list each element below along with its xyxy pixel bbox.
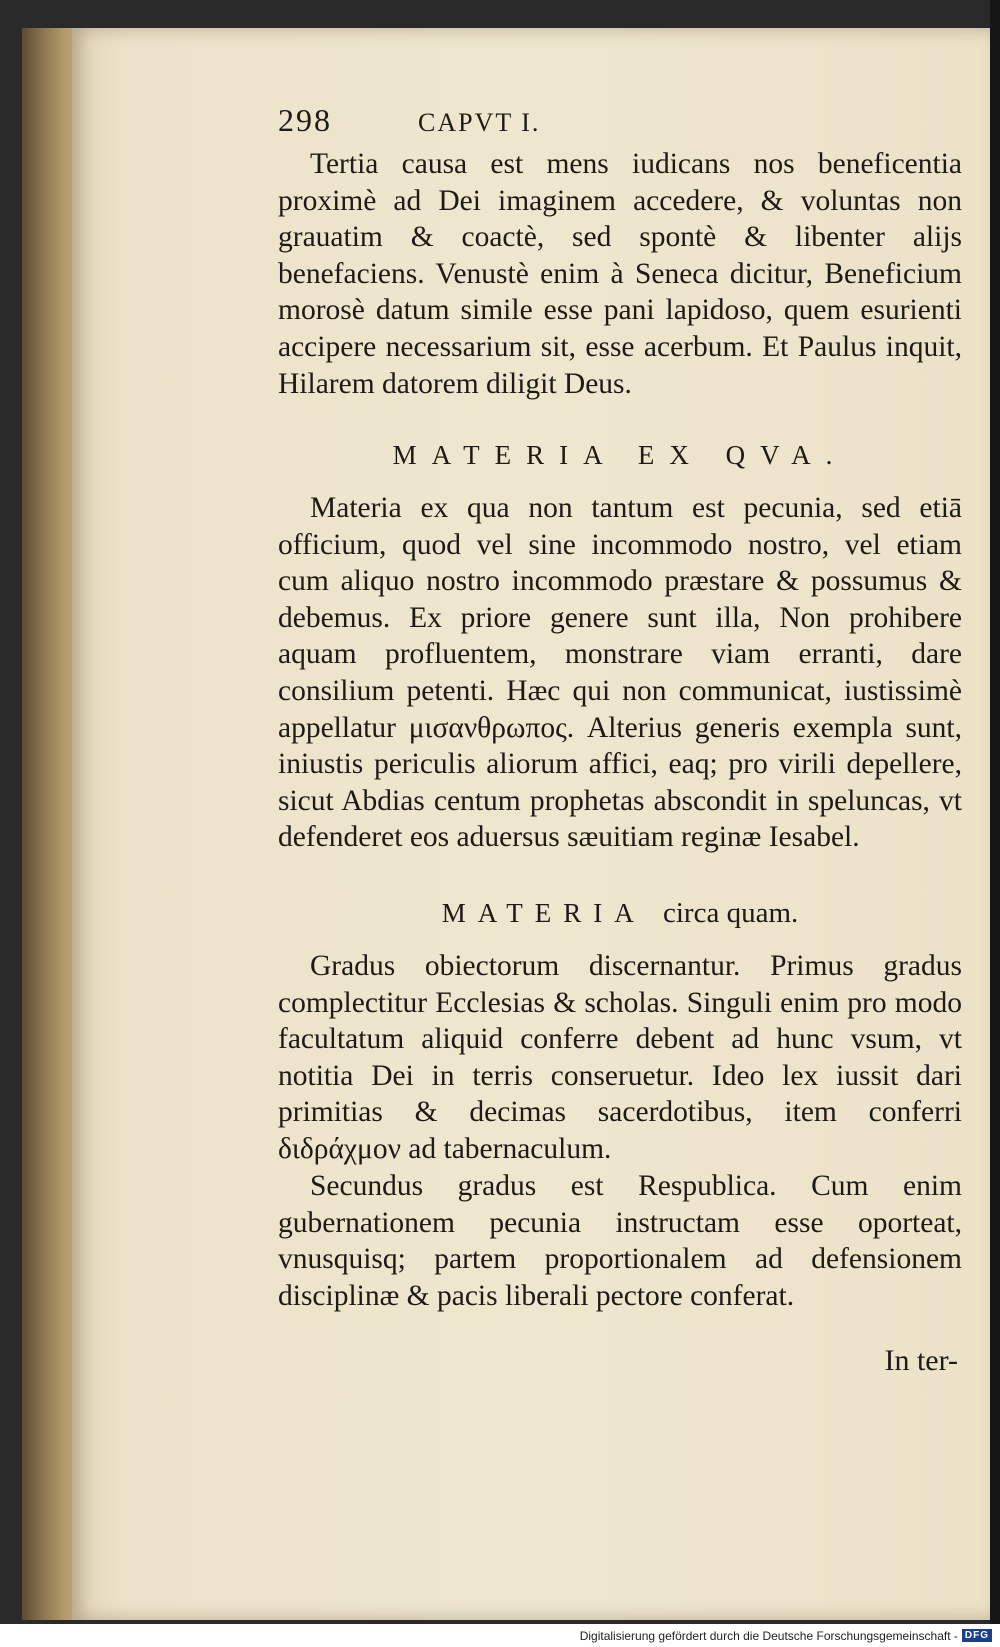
dfg-logo: DFG (962, 1629, 992, 1642)
catchword: In ter- (884, 1344, 958, 1377)
section-heading-ex-qua: MATERIA EX QVA. (392, 440, 848, 470)
paragraph-text: Materia ex qua non tantum est pecunia, sed etiā officium, quod vel sine incommodo nostro, vel etiam cum aliquo nostro incommodo præstare & possumus & debemus. Ex priore genere sunt illa, Non prohibere aquam profluentem, monstrare viam erranti, dare consilium petenti. Hæc qui non communicat, iustissimè appellatur μισανθρωπος. Alterius generis exempla sunt, iniustis periculis aliorum affici, eaq; pro virili depellere, sicut Abdias centum prophetas abscondit in speluncas, vt defenderet eos aduersus sæuitiam reginæ Iesabel. (278, 492, 962, 854)
paragraph-text: Gradus obiectorum discernantur. Primus gradus complectitur Ecclesias & scholas. Singuli enim pro modo facultatum aliquid conferre debent ad hunc vsum, vt notitia Dei in terris conseruetur. Ideo lex iussit dari primitias & decimas sacerdotibus, item conferri διδράχμον ad tabernaculum. (278, 950, 962, 1165)
running-head (278, 102, 818, 142)
section-heading-circa-quam (278, 897, 962, 930)
paragraph-text: Tertia causa est mens iudicans nos beneficentia proximè ad Dei imaginem accedere, & voluntas non grauatim & coactè, sed spontè & libenter alijs benefaciens. Venustè enim à Seneca dicitur, Beneficium morosè datum simile esse pani lapidoso, quem esurienti accipere necessarium sit, esse acerbum. Et Paulus inquit, Hilarem datorem diligit Deus. (278, 148, 962, 400)
paragraph-3 (278, 948, 962, 1168)
heading-caps: MATERIA (441, 898, 645, 928)
paragraph-4 (278, 1168, 962, 1314)
scan-border (990, 0, 1000, 1647)
footer-text: Digitalisierung gefördert durch die Deutsche Forschungsgemeinschaft - (579, 1628, 958, 1643)
paragraph-text: Secundus gradus est Respublica. Cum enim gubernationem pecunia instructam esse oporteat, vnusquisq; partem proportionalem ad defensionem disciplinæ & pacis liberali pectore conferat. (278, 1170, 962, 1312)
paragraph-1 (278, 146, 962, 402)
digitization-footer (0, 1624, 1000, 1647)
chapter-title: CAPVT I. (418, 108, 541, 137)
paragraph-2 (278, 490, 962, 856)
page-number: 298 (278, 102, 332, 138)
heading-tail: circa quam. (663, 897, 799, 929)
